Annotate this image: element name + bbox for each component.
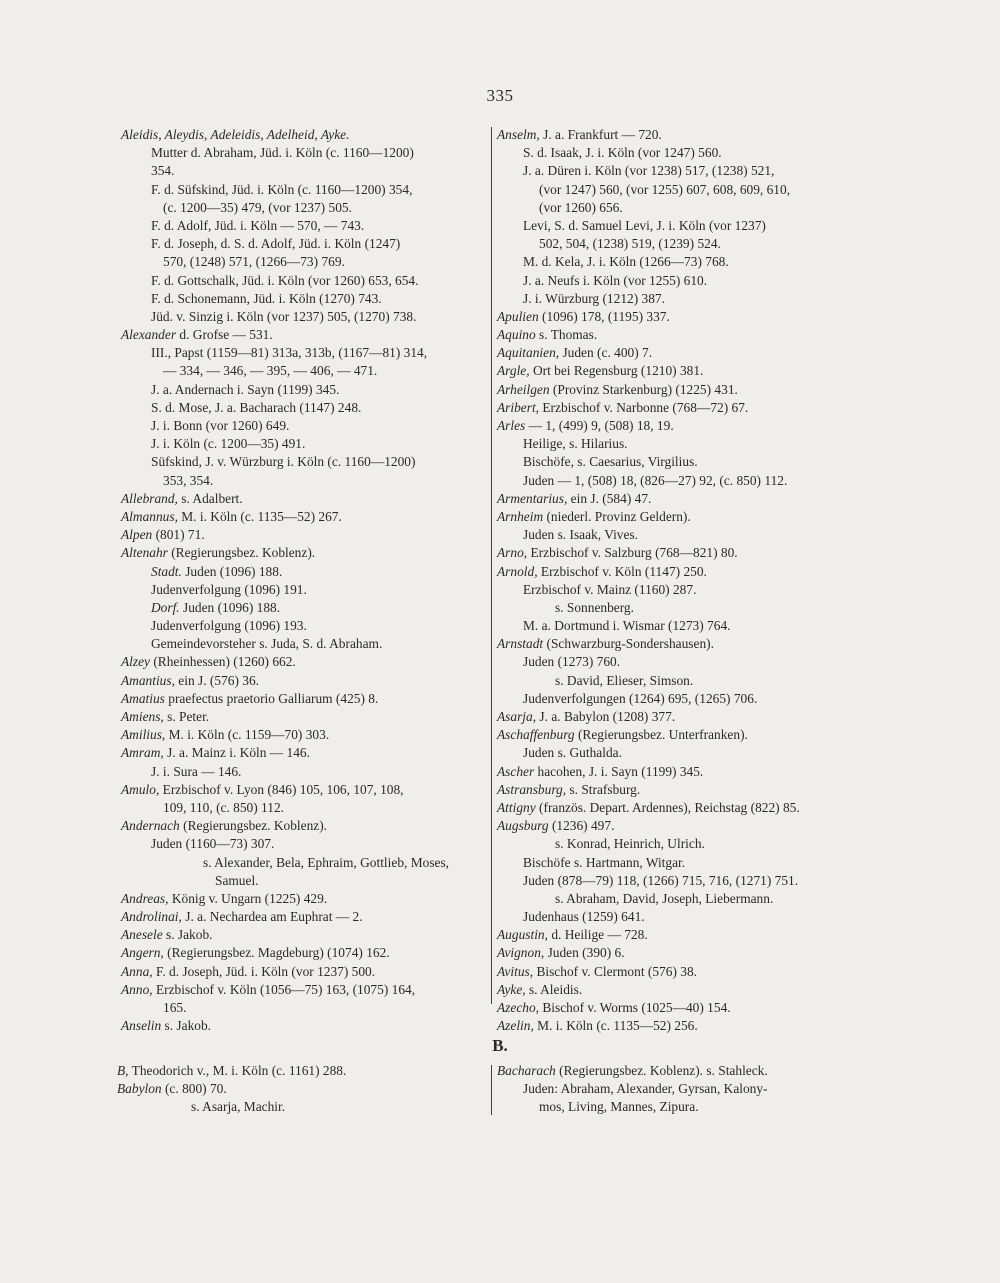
index-entry-line bbox=[121, 381, 491, 399]
index-headword: Dorf. bbox=[151, 599, 180, 615]
index-entry-line bbox=[121, 908, 491, 926]
index-entry-line bbox=[497, 526, 867, 544]
index-entry-text: J. a. Andernach i. Sayn (1199) 345. bbox=[151, 381, 340, 397]
index-entry-text: Juden (1273) 760. bbox=[523, 654, 621, 670]
section-heading: B. bbox=[492, 1036, 508, 1055]
index-headword: Avitus, bbox=[497, 963, 534, 979]
index-entry-line bbox=[121, 944, 491, 962]
index-entry-text: F. d. Gottschalk, Jüd. i. Köln (vor 1260) 653, 654. bbox=[151, 272, 419, 288]
index-entry-line bbox=[121, 999, 491, 1017]
index-headword: Andreas, bbox=[121, 890, 169, 906]
index-entry-text: Levi, S. d. Samuel Levi, J. i. Köln (vor 1237) bbox=[523, 217, 766, 233]
index-entry-line bbox=[121, 362, 491, 380]
index-entry-text: s. Alexander, Bela, Ephraim, Gottlieb, Moses, bbox=[203, 854, 450, 870]
index-entry-text: Erzbischof v. Köln (1147) 250. bbox=[537, 563, 707, 579]
index-entry-text: (Regierungsbez. Magdeburg) (1074) 162. bbox=[163, 945, 390, 961]
index-entry-line bbox=[121, 162, 491, 180]
index-headword: Anselin bbox=[121, 1018, 162, 1034]
index-entry-line bbox=[117, 1098, 487, 1116]
index-headword: Arnheim bbox=[497, 508, 544, 524]
index-entry-text: Juden (878—79) 118, (1266) 715, 716, (1271) 751. bbox=[523, 872, 799, 888]
index-entry-line bbox=[121, 490, 491, 508]
index-entry-line bbox=[497, 399, 867, 417]
column-divider bbox=[491, 127, 492, 1004]
index-entry-line bbox=[117, 1080, 487, 1098]
index-entry-line bbox=[121, 344, 491, 362]
index-entry-text: J. a. Babylon (1208) 377. bbox=[536, 709, 676, 724]
index-entry-text: Juden s. Guthalda. bbox=[523, 745, 622, 761]
index-headword: Arno, bbox=[497, 545, 528, 561]
index-entry-line bbox=[121, 199, 491, 217]
index-entry-line bbox=[497, 581, 867, 599]
index-entry-text: — 334, — 346, — 395, — 406, — 471. bbox=[163, 363, 378, 379]
index-entry-line bbox=[121, 708, 491, 726]
index-entry-text: (1236) 497. bbox=[548, 818, 615, 834]
index-entry-line bbox=[497, 144, 867, 162]
index-entry-line bbox=[121, 126, 491, 144]
index-entry-text: Juden: Abraham, Alexander, Gyrsan, Kalony- bbox=[523, 1081, 768, 1097]
index-entry-text: (niederl. Provinz Geldern). bbox=[543, 508, 691, 524]
index-entry-text: Erzbischof v. Lyon (846) 105, 106, 107, 108, bbox=[159, 781, 404, 797]
index-entry-line bbox=[121, 181, 491, 199]
index-entry-line bbox=[497, 362, 867, 380]
index-entry-line bbox=[497, 417, 867, 435]
index-entry-text: F. d. Joseph, Jüd. i. Köln (vor 1237) 500. bbox=[152, 963, 376, 979]
index-headword: Asarja, bbox=[497, 709, 537, 724]
index-entry-text: J. a. Neufs i. Köln (vor 1255) 610. bbox=[523, 272, 708, 288]
index-entry-line bbox=[497, 890, 867, 908]
index-headword: Amilius, bbox=[121, 727, 166, 743]
index-headword: Azelin, bbox=[497, 1018, 534, 1034]
index-entry-text: praefectus praetorio Galliarum (425) 8. bbox=[164, 690, 379, 706]
index-entry-text: 502, 504, (1238) 519, (1239) 524. bbox=[539, 236, 721, 252]
index-entry-text: d. Heilige — 728. bbox=[547, 927, 648, 943]
index-entry-line bbox=[121, 290, 491, 308]
index-entry-line bbox=[121, 526, 491, 544]
index-entry-line bbox=[497, 490, 867, 508]
index-headword: Augsburg bbox=[497, 818, 549, 834]
index-entry-text: (801) 71. bbox=[152, 527, 205, 543]
index-entry-line bbox=[121, 417, 491, 435]
index-entry-text: S. d. Isaak, J. i. Köln (vor 1247) 560. bbox=[523, 145, 722, 161]
index-entry-line bbox=[497, 781, 867, 799]
index-headword: B, bbox=[117, 1063, 129, 1078]
index-headword: Armentarius, bbox=[497, 490, 568, 506]
index-entry-text: s. Aleidis. bbox=[525, 981, 583, 997]
index-entry-text: s. Konrad, Heinrich, Ulrich. bbox=[555, 836, 705, 852]
index-entry-text: F. d. Süfskind, Jüd. i. Köln (c. 1160—1200) 354, bbox=[151, 181, 413, 197]
index-entry-text: Juden (c. 400) 7. bbox=[559, 345, 653, 361]
index-entry-line bbox=[121, 544, 491, 562]
index-entry-text: (vor 1260) 656. bbox=[539, 199, 623, 215]
index-entry-text: 353, 354. bbox=[163, 472, 214, 488]
index-headword: Ayke, bbox=[497, 981, 526, 997]
index-headword: Anna, bbox=[121, 963, 153, 979]
index-headword: Astransburg, bbox=[497, 781, 567, 797]
index-entry-line bbox=[121, 453, 491, 471]
index-headword: Anno, bbox=[121, 981, 153, 997]
index-entry-text: (c. 800) 70. bbox=[161, 1081, 227, 1097]
index-entry-text: Juden s. Isaak, Vives. bbox=[523, 527, 638, 543]
index-entry-line bbox=[497, 472, 867, 490]
section-b-column-right bbox=[497, 1062, 867, 1117]
index-headword: Anesele bbox=[121, 927, 163, 943]
index-headword: Alexander bbox=[121, 327, 177, 343]
index-entry-text: s. Adalbert. bbox=[177, 490, 243, 506]
index-entry-line bbox=[497, 162, 867, 180]
index-entry-text: Judenverfolgung (1096) 191. bbox=[151, 581, 307, 597]
index-headword: Bacharach bbox=[497, 1063, 556, 1078]
index-entry-line bbox=[121, 653, 491, 671]
index-entry-text: 165. bbox=[163, 1000, 187, 1015]
index-headword: Aquino bbox=[497, 327, 536, 343]
index-entry-line bbox=[121, 144, 491, 162]
index-entry-text: Judenverfolgungen (1264) 695, (1265) 706. bbox=[523, 690, 758, 706]
index-entry-text: Samuel. bbox=[215, 872, 259, 888]
index-headword: Arheilgen bbox=[497, 381, 550, 397]
index-entry-text: J. a. Frankfurt — 720. bbox=[539, 127, 662, 142]
index-headword: Almannus, bbox=[121, 508, 178, 524]
index-entry-line bbox=[121, 763, 491, 781]
index-headword: Stadt. bbox=[151, 563, 182, 579]
index-entry-text: 109, 110, (c. 850) 112. bbox=[163, 799, 284, 815]
index-entry-line bbox=[121, 981, 491, 999]
index-headword: Amiens, bbox=[121, 709, 164, 724]
index-entry-line bbox=[121, 235, 491, 253]
index-entry-text: — 1, (499) 9, (508) 18, 19. bbox=[525, 418, 674, 433]
index-entry-line bbox=[121, 399, 491, 417]
index-entry-text: M. i. Köln (c. 1135—52) 256. bbox=[533, 1018, 698, 1034]
index-entry-text: (1096) 178, (1195) 337. bbox=[538, 308, 670, 324]
index-entry-line bbox=[121, 672, 491, 690]
index-entry-text: J. i. Bonn (vor 1260) 649. bbox=[151, 418, 290, 433]
index-entry-line bbox=[121, 599, 491, 617]
index-entry-text: Theodorich v., M. i. Köln (c. 1161) 288. bbox=[128, 1063, 347, 1078]
index-entry-text: (vor 1247) 560, (vor 1255) 607, 608, 609, 610, bbox=[539, 181, 791, 197]
index-entry-line bbox=[497, 617, 867, 635]
index-entry-line bbox=[497, 272, 867, 290]
index-entry-text: J. i. Sura — 146. bbox=[151, 763, 242, 779]
index-entry-text: (Provinz Starkenburg) (1225) 431. bbox=[549, 381, 738, 397]
index-entry-text: hacohen, J. i. Sayn (1199) 345. bbox=[534, 763, 704, 779]
index-entry-line bbox=[497, 326, 867, 344]
index-entry-line bbox=[497, 1062, 867, 1080]
index-entry-line bbox=[121, 435, 491, 453]
index-entry-line bbox=[497, 1017, 867, 1035]
index-entry-text: (Schwarzburg-Sondershausen). bbox=[543, 636, 714, 652]
section-b-column-left bbox=[117, 1062, 487, 1117]
index-entry-line bbox=[121, 326, 491, 344]
index-entry-line bbox=[497, 908, 867, 926]
index-entry-text: s. Jakob. bbox=[162, 927, 213, 943]
index-entry-line bbox=[497, 599, 867, 617]
index-headword: Alpen bbox=[121, 527, 153, 543]
index-headword: Aschaffenburg bbox=[497, 727, 575, 743]
index-entry-text: Erzbischof v. Köln (1056—75) 163, (1075) 164, bbox=[152, 981, 416, 997]
index-entry-line bbox=[121, 781, 491, 799]
index-entry-text: mos, Living, Mannes, Zipura. bbox=[539, 1099, 699, 1115]
index-entry-line bbox=[121, 253, 491, 271]
index-entry-line bbox=[121, 617, 491, 635]
index-headword: Arles bbox=[497, 418, 526, 433]
index-entry-text: Bischöfe s. Hartmann, Witgar. bbox=[523, 854, 686, 870]
index-entry-text: 354. bbox=[151, 163, 175, 179]
index-entry-line bbox=[497, 944, 867, 962]
index-entry-text: s. Asarja, Machir. bbox=[191, 1099, 286, 1115]
index-entry-line bbox=[497, 854, 867, 872]
index-entry-line bbox=[121, 508, 491, 526]
index-entry-text: Erzbischof v. Salzburg (768—821) 80. bbox=[527, 545, 738, 561]
index-entry-line bbox=[497, 435, 867, 453]
index-entry-line bbox=[497, 926, 867, 944]
index-headword: Augustin, bbox=[497, 927, 548, 943]
index-entry-line bbox=[497, 635, 867, 653]
index-entry-line bbox=[497, 744, 867, 762]
index-entry-text: Erzbischof v. Narbonne (768—72) 67. bbox=[539, 399, 749, 415]
index-entry-line bbox=[497, 1098, 867, 1116]
index-entry-text: Juden — 1, (508) 18, (826—27) 92, (c. 850) 112. bbox=[523, 472, 788, 488]
index-entry-line bbox=[121, 690, 491, 708]
index-entry-line bbox=[497, 308, 867, 326]
index-headword: Azecho, bbox=[497, 1000, 540, 1015]
index-entry-text: J. a. Nechardea am Euphrat — 2. bbox=[181, 909, 363, 925]
index-entry-line bbox=[497, 126, 867, 144]
index-entry-text: Juden (1160—73) 307. bbox=[151, 836, 275, 852]
index-entry-line bbox=[497, 999, 867, 1017]
index-entry-text: Heilige, s. Hilarius. bbox=[523, 436, 628, 452]
index-entry-line bbox=[497, 817, 867, 835]
page-number: 335 bbox=[486, 86, 514, 105]
index-entry-line bbox=[497, 690, 867, 708]
index-entry-line bbox=[497, 672, 867, 690]
index-headword: Allebrand, bbox=[121, 490, 178, 506]
index-entry-line bbox=[121, 217, 491, 235]
index-entry-line bbox=[121, 799, 491, 817]
index-headword: Aleidis, Aleydis, Adeleidis, Adelheid, Ayke. bbox=[121, 127, 350, 142]
index-headword: Arnold, bbox=[497, 563, 538, 579]
index-entry-line bbox=[497, 653, 867, 671]
index-entry-text: ein J. (576) 36. bbox=[174, 672, 259, 688]
index-entry-text: Jüd. v. Sinzig i. Köln (vor 1237) 505, (1270) 738. bbox=[151, 308, 417, 324]
index-entry-text: Bischof v. Worms (1025—40) 154. bbox=[539, 1000, 731, 1015]
index-headword: Avignon, bbox=[497, 945, 545, 961]
index-entry-line bbox=[497, 217, 867, 235]
index-entry-line bbox=[497, 708, 867, 726]
index-entry-text: S. d. Mose, J. a. Bacharach (1147) 248. bbox=[151, 399, 362, 415]
index-entry-line bbox=[121, 635, 491, 653]
index-entry-text: (Rheinhessen) (1260) 662. bbox=[150, 654, 296, 670]
index-entry-line bbox=[121, 926, 491, 944]
index-entry-line bbox=[497, 453, 867, 471]
index-entry-text: s. Thomas. bbox=[535, 327, 598, 343]
index-entry-text: d. Grofse — 531. bbox=[176, 327, 273, 343]
index-entry-text: Bischof v. Clermont (576) 38. bbox=[533, 963, 697, 979]
index-headword: Attigny bbox=[497, 799, 536, 815]
index-entry-text: Judenverfolgung (1096) 193. bbox=[151, 618, 307, 634]
index-entry-line bbox=[121, 472, 491, 490]
index-entry-line bbox=[121, 872, 491, 890]
index-entry-line bbox=[497, 290, 867, 308]
index-entry-line bbox=[121, 581, 491, 599]
index-headword: Amatius bbox=[121, 690, 165, 706]
index-entry-line bbox=[497, 508, 867, 526]
index-entry-text: Judenhaus (1259) 641. bbox=[523, 909, 645, 925]
index-entry-text: J. a. Mainz i. Köln — 146. bbox=[163, 745, 310, 761]
index-entry-text: (Regierungsbez. Koblenz). bbox=[167, 545, 316, 561]
index-entry-text: (französ. Depart. Ardennes), Reichstag (822) 85. bbox=[535, 799, 800, 815]
index-entry-text: s. Sonnenberg. bbox=[555, 599, 634, 615]
index-entry-text: M. i. Köln (c. 1135—52) 267. bbox=[177, 508, 342, 524]
index-headword: Angern, bbox=[121, 945, 164, 961]
index-entry-line bbox=[497, 381, 867, 399]
index-headword: Ascher bbox=[497, 763, 535, 779]
index-headword: Amulo, bbox=[121, 781, 160, 797]
index-entry-line bbox=[121, 835, 491, 853]
index-entry-line bbox=[497, 799, 867, 817]
index-entry-text: Bischöfe, s. Caesarius, Virgilius. bbox=[523, 454, 698, 470]
index-headword: Aquitanien, bbox=[497, 345, 560, 361]
index-entry-line bbox=[497, 563, 867, 581]
index-entry-line bbox=[497, 726, 867, 744]
index-entry-text: III., Papst (1159—81) 313a, 313b, (1167—81) 314, bbox=[151, 345, 428, 361]
index-entry-line bbox=[121, 272, 491, 290]
index-headword: Arnstadt bbox=[497, 636, 544, 652]
index-column-right bbox=[497, 126, 867, 1035]
index-entry-text: F. d. Adolf, Jüd. i. Köln — 570, — 743. bbox=[151, 217, 365, 233]
index-entry-line bbox=[121, 744, 491, 762]
index-entry-text: König v. Ungarn (1225) 429. bbox=[168, 890, 328, 906]
index-entry-text: (Regierungsbez. Koblenz). s. Stahleck. bbox=[555, 1063, 768, 1078]
index-entry-line bbox=[121, 963, 491, 981]
index-entry-line bbox=[121, 726, 491, 744]
index-entry-text: M. i. Köln (c. 1159—70) 303. bbox=[165, 727, 330, 743]
index-entry-line bbox=[121, 308, 491, 326]
index-entry-text: Juden (1096) 188. bbox=[181, 563, 283, 579]
index-entry-line bbox=[497, 253, 867, 271]
index-entry-line bbox=[497, 199, 867, 217]
index-headword: Babylon bbox=[117, 1081, 162, 1097]
index-entry-text: Ort bei Regensburg (1210) 381. bbox=[529, 363, 704, 379]
index-headword: Argle, bbox=[497, 363, 530, 379]
index-entry-text: s. Strafsburg. bbox=[566, 781, 641, 797]
index-entry-line bbox=[497, 1080, 867, 1098]
index-headword: Amram, bbox=[121, 745, 164, 761]
index-entry-line bbox=[497, 544, 867, 562]
index-entry-text: M. d. Kela, J. i. Köln (1266—73) 768. bbox=[523, 254, 729, 270]
index-entry-text: s. David, Elieser, Simson. bbox=[555, 672, 694, 688]
index-headword: Amantius, bbox=[121, 672, 175, 688]
index-headword: Andernach bbox=[121, 818, 180, 834]
index-entry-text: Erzbischof v. Mainz (1160) 287. bbox=[523, 581, 697, 597]
index-headword: Androlinai, bbox=[121, 909, 182, 925]
index-entry-text: Mutter d. Abraham, Jüd. i. Köln (c. 1160—1200) bbox=[151, 145, 414, 161]
index-entry-text: Juden (390) 6. bbox=[544, 945, 625, 961]
index-headword: Altenahr bbox=[121, 545, 168, 561]
index-entry-text: F. d. Schonemann, Jüd. i. Köln (1270) 743. bbox=[151, 290, 382, 306]
index-entry-text: 570, (1248) 571, (1266—73) 769. bbox=[163, 254, 345, 270]
index-entry-text: Süfskind, J. v. Würzburg i. Köln (c. 1160—1200) bbox=[151, 454, 416, 470]
column-divider-b bbox=[491, 1065, 492, 1115]
index-entry-line bbox=[497, 344, 867, 362]
index-entry-text: s. Jakob. bbox=[161, 1018, 212, 1034]
index-headword: Anselm, bbox=[497, 127, 540, 142]
index-entry-line bbox=[121, 890, 491, 908]
index-headword: Alzey bbox=[121, 654, 150, 670]
index-entry-text: J. i. Würzburg (1212) 387. bbox=[523, 290, 665, 306]
index-entry-line bbox=[121, 1017, 491, 1035]
index-entry-text: (c. 1200—35) 479, (vor 1237) 505. bbox=[163, 199, 352, 215]
index-entry-text: (Regierungsbez. Unterfranken). bbox=[574, 727, 748, 743]
index-headword: Apulien bbox=[497, 308, 539, 324]
index-entry-line bbox=[497, 872, 867, 890]
index-entry-text: (Regierungsbez. Koblenz). bbox=[179, 818, 328, 834]
index-entry-text: ein J. (584) 47. bbox=[567, 490, 652, 506]
index-headword: Aribert, bbox=[497, 399, 540, 415]
index-entry-line bbox=[497, 981, 867, 999]
index-entry-text: J. i. Köln (c. 1200—35) 491. bbox=[151, 436, 306, 452]
index-entry-line bbox=[117, 1062, 487, 1080]
index-entry-line bbox=[497, 181, 867, 199]
index-entry-text: J. a. Düren i. Köln (vor 1238) 517, (1238) 521, bbox=[523, 163, 775, 179]
index-entry-text: s. Abraham, David, Joseph, Liebermann. bbox=[555, 890, 774, 906]
index-entry-line bbox=[497, 763, 867, 781]
index-entry-line bbox=[497, 235, 867, 253]
index-entry-text: M. a. Dortmund i. Wismar (1273) 764. bbox=[523, 618, 731, 634]
index-entry-line bbox=[497, 835, 867, 853]
index-entry-line bbox=[497, 963, 867, 981]
index-entry-text: s. Peter. bbox=[163, 709, 210, 724]
index-entry-text: Gemeindevorsteher s. Juda, S. d. Abraham. bbox=[151, 636, 383, 652]
index-entry-line bbox=[121, 854, 491, 872]
index-entry-text: F. d. Joseph, d. S. d. Adolf, Jüd. i. Köln (1247) bbox=[151, 236, 401, 252]
index-entry-line bbox=[121, 563, 491, 581]
index-column-left bbox=[121, 126, 491, 1035]
index-entry-text: Juden (1096) 188. bbox=[179, 599, 281, 615]
index-entry-line bbox=[121, 817, 491, 835]
